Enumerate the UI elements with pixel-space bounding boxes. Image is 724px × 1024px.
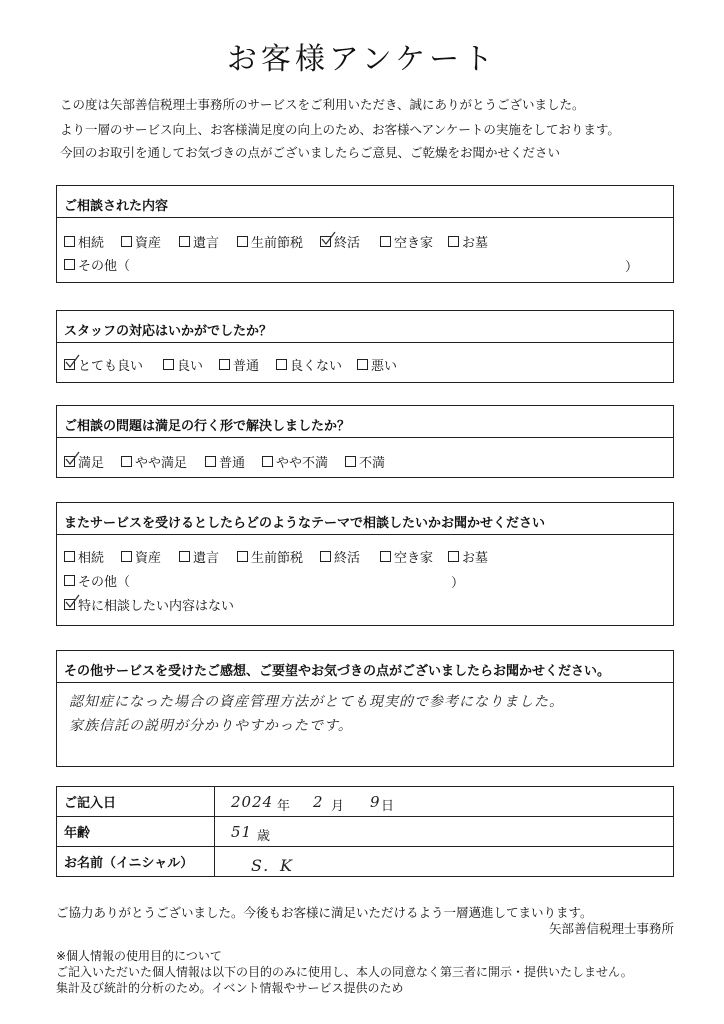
- checkbox[interactable]: [64, 236, 75, 247]
- name-initials: S．K: [251, 856, 293, 875]
- privacy-line-1: ご記入いただいた個人情報は以下の目的のみに使用し、本人の同意なく第三者に開示・提供いたしません。: [56, 965, 633, 979]
- q2-option-not-good[interactable]: 良くない: [276, 355, 342, 374]
- name-label: お名前（イニシャル）: [57, 847, 215, 877]
- q4-section: [56, 502, 674, 626]
- table-row: [57, 817, 674, 847]
- privacy-line-2: 集計及び統計的分析のため。イベント情報やサービス提供のため: [56, 981, 404, 995]
- closing-message: ご協力ありがとうございました。今後もお客様に満足いただけるよう一層邁進してまいります。: [56, 905, 593, 920]
- privacy-title: ※個人情報の使用目的について: [56, 949, 222, 963]
- q3-section: [56, 405, 674, 478]
- q1-option-souzoku[interactable]: 相続: [64, 232, 104, 251]
- q4-option-seizen[interactable]: 生前節税: [237, 547, 303, 566]
- page-title: お客様アンケート: [226, 42, 498, 77]
- date-field[interactable]: [215, 787, 674, 817]
- q4-heading: またサービスを受けるとしたらどのようなテーマで相談したいかお聞かせください: [57, 503, 673, 535]
- name-field[interactable]: [215, 847, 674, 877]
- age-label: 年齢: [57, 817, 215, 847]
- q3-option-somewhat-satisfied[interactable]: やや満足: [121, 452, 187, 471]
- intro-line-3: 今回のお取引を通してお気づきの点がございましたらご意見、ご乾燥をお聞かせください: [60, 145, 561, 160]
- checkbox[interactable]: [357, 359, 368, 370]
- date-label: ご記入日: [57, 787, 215, 817]
- q5-heading: その他サービスを受けたご感想、ご要望やお気づきの点がございましたらお聞かせください。: [57, 651, 673, 683]
- checkbox[interactable]: [237, 551, 248, 562]
- q1-option-other[interactable]: その他（: [64, 255, 130, 274]
- comment-line-1: 認知症になった場合の資産管理方法がとても現実的で参考になりました。: [69, 694, 564, 710]
- q4-other-close-paren: ）: [451, 576, 465, 591]
- q2-option-normal[interactable]: 普通: [219, 355, 259, 374]
- q1-option-seizen[interactable]: 生前節税: [237, 232, 303, 251]
- table-row: [57, 787, 674, 817]
- checkbox[interactable]: [64, 551, 75, 562]
- checkbox[interactable]: [380, 551, 391, 562]
- q1-option-yuigon[interactable]: 遺言: [179, 232, 219, 251]
- q4-option-ohaka[interactable]: お墓: [448, 547, 488, 566]
- check-mark-icon: [64, 451, 80, 467]
- q1-option-shukatsu[interactable]: 終活: [320, 232, 360, 251]
- q1-option-ohaka[interactable]: お墓: [448, 232, 488, 251]
- q4-option-shisan[interactable]: 資産: [121, 547, 161, 566]
- checkbox-checked[interactable]: [64, 599, 75, 610]
- q3-option-somewhat-unsatisfied[interactable]: やや不満: [262, 452, 328, 471]
- q4-option-other[interactable]: その他（: [64, 571, 130, 590]
- checkbox[interactable]: [179, 551, 190, 562]
- checkbox-checked[interactable]: [320, 236, 331, 247]
- q1-other-close-paren: ）: [625, 260, 639, 275]
- check-mark-icon: [64, 354, 80, 370]
- checkbox[interactable]: [320, 551, 331, 562]
- check-mark-icon: [64, 594, 80, 610]
- year-unit: 年: [277, 799, 291, 814]
- q1-option-akiya[interactable]: 空き家: [380, 232, 433, 251]
- checkbox[interactable]: [121, 236, 132, 247]
- checkbox-checked[interactable]: [64, 359, 75, 370]
- comment-line-2: 家族信託の説明が分かりやすかったです。: [69, 718, 353, 734]
- q1-heading: ご相談された内容: [57, 186, 673, 218]
- date-year: 2024: [231, 793, 274, 811]
- q2-option-bad[interactable]: 悪い: [357, 355, 397, 374]
- checkbox[interactable]: [448, 236, 459, 247]
- intro-line-1: この度は矢部善信税理士事務所のサービスをご利用いただき、誠にありがとうございました。: [60, 97, 585, 112]
- checkbox[interactable]: [237, 236, 248, 247]
- checkbox[interactable]: [380, 236, 391, 247]
- q2-section: [56, 310, 674, 383]
- checkbox[interactable]: [64, 575, 75, 586]
- q2-heading: スタッフの対応はいかがでしたか？: [57, 311, 673, 343]
- q4-option-none[interactable]: 特に相談したい内容はない: [64, 595, 234, 614]
- q2-option-very-good[interactable]: とても良い: [64, 355, 143, 374]
- checkbox[interactable]: [262, 456, 273, 467]
- table-row: [57, 847, 674, 877]
- age-unit: 歳: [257, 829, 271, 844]
- checkbox[interactable]: [121, 551, 132, 562]
- age-value: 51: [231, 823, 253, 841]
- q2-option-good[interactable]: 良い: [163, 355, 203, 374]
- checkbox-checked[interactable]: [64, 456, 75, 467]
- intro-line-2: より一層のサービス向上、お客様満足度の向上のため、お客様へアンケートの実施をしております。: [60, 122, 620, 137]
- checkbox[interactable]: [276, 359, 287, 370]
- checkbox[interactable]: [205, 456, 216, 467]
- q1-section: [56, 185, 674, 283]
- checkbox[interactable]: [163, 359, 174, 370]
- q4-option-souzoku[interactable]: 相続: [64, 547, 104, 566]
- date-month: 2: [313, 793, 324, 811]
- record-table: [56, 786, 674, 877]
- checkbox[interactable]: [345, 456, 356, 467]
- q4-option-akiya[interactable]: 空き家: [380, 547, 433, 566]
- checkbox[interactable]: [179, 236, 190, 247]
- checkbox[interactable]: [448, 551, 459, 562]
- q3-heading: ご相談の問題は満足の行く形で解決しましたか？: [57, 406, 673, 438]
- q4-option-yuigon[interactable]: 遺言: [179, 547, 219, 566]
- check-mark-icon: [320, 231, 336, 247]
- checkbox[interactable]: [64, 259, 75, 270]
- age-field[interactable]: [215, 817, 674, 847]
- q3-option-unsatisfied[interactable]: 不満: [345, 452, 385, 471]
- q1-option-shisan[interactable]: 資産: [121, 232, 161, 251]
- date-day: 9: [370, 793, 381, 811]
- checkbox[interactable]: [121, 456, 132, 467]
- q3-option-normal[interactable]: 普通: [205, 452, 245, 471]
- q3-option-satisfied[interactable]: 満足: [64, 452, 104, 471]
- office-name: 矢部善信税理士事務所: [548, 921, 674, 936]
- q5-section: [56, 650, 674, 767]
- checkbox[interactable]: [219, 359, 230, 370]
- day-unit: 日: [381, 799, 395, 814]
- q4-option-shukatsu[interactable]: 終活: [320, 547, 360, 566]
- month-unit: 月: [331, 799, 345, 814]
